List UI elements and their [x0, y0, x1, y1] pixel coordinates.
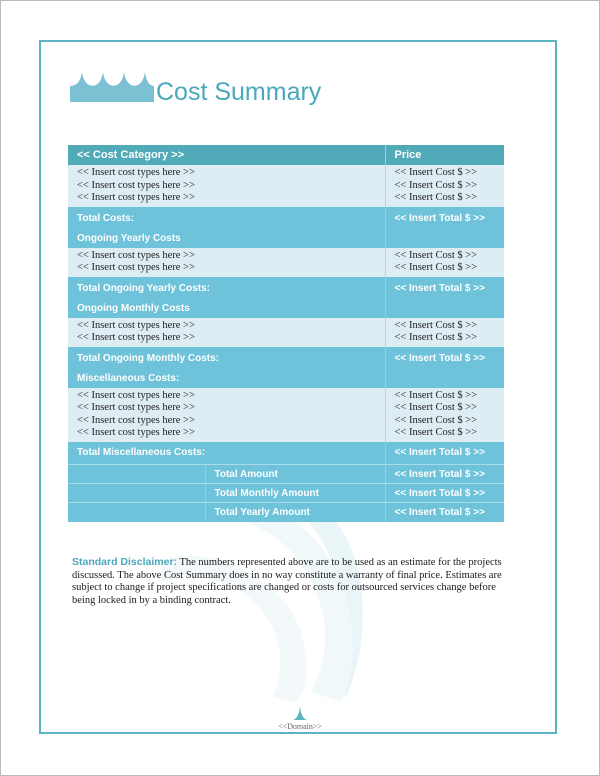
crown-wave-icon: [70, 70, 154, 102]
total-costs-label: Total Costs:: [68, 207, 385, 230]
cost-price: << Insert Cost $ >>: [394, 332, 478, 343]
empty-cell: [385, 300, 504, 318]
cost-item: << Insert cost types here >>: [77, 192, 195, 203]
total-monthly-amount-label: Total Monthly Amount: [205, 484, 385, 503]
yearly-heading: Ongoing Yearly Costs: [68, 230, 385, 248]
section-heading-row: [68, 300, 504, 318]
cost-item: << Insert cost types here >>: [77, 179, 195, 191]
total-row: [68, 347, 504, 370]
cost-item-list: [68, 318, 385, 347]
total-monthly-label: Total Ongoing Monthly Costs:: [68, 347, 385, 370]
cost-item: << Insert cost types here >>: [77, 262, 195, 273]
total-monthly-value: << Insert Total $ >>: [385, 347, 504, 370]
total-amount-label: Total Amount: [205, 465, 385, 484]
page-frame: [39, 40, 557, 734]
cost-price-list: [385, 388, 504, 442]
cost-price: << Insert Cost $ >>: [394, 427, 478, 438]
cost-item-list: [68, 165, 385, 207]
summary-row: [68, 465, 504, 484]
total-row: [68, 207, 504, 230]
cost-table: [68, 145, 504, 522]
cost-item: << Insert cost types here >>: [77, 402, 195, 413]
disclaimer-label: Standard Disclaimer:: [72, 556, 178, 568]
cost-item: << Insert cost types here >>: [77, 414, 195, 426]
empty-cell: [68, 484, 205, 503]
total-monthly-amount-value: << Insert Total $ >>: [385, 484, 504, 503]
empty-cell: [385, 370, 504, 388]
cost-price: << Insert Cost $ >>: [394, 402, 478, 413]
disclaimer-text: The numbers represented above are to be used as an estimate for the projects discussed. The above Cost Summary does in no way constitute a warranty of final price. Estimates are subject to change if project specifications are changed or costs for outsourced services change before being locked in by a binding contract.: [72, 557, 502, 606]
cost-price: << Insert Cost $ >>: [394, 167, 478, 178]
total-row: [68, 277, 504, 300]
total-row: [68, 442, 504, 465]
cost-price: << Insert Cost $ >>: [394, 389, 478, 401]
cost-price-list: [385, 248, 504, 277]
page-title: Cost Summary: [156, 78, 322, 106]
table-row: [68, 388, 504, 442]
total-misc-label: Total Miscellaneous Costs:: [68, 442, 385, 465]
total-yearly-value: << Insert Total $ >>: [385, 277, 504, 300]
header-category: << Cost Category >>: [68, 145, 385, 165]
disclaimer: [72, 556, 519, 607]
cost-item: << Insert cost types here >>: [77, 427, 195, 438]
total-amount-value: << Insert Total $ >>: [385, 465, 504, 484]
table-row: [68, 248, 504, 277]
drop-icon: [293, 706, 307, 720]
cost-item: << Insert cost types here >>: [77, 319, 195, 331]
total-yearly-amount-value: << Insert Total $ >>: [385, 503, 504, 522]
cost-item: << Insert cost types here >>: [77, 249, 195, 261]
cost-price-list: [385, 165, 504, 207]
cost-price: << Insert Cost $ >>: [394, 319, 478, 331]
cost-item: << Insert cost types here >>: [77, 389, 195, 401]
misc-heading: Miscellaneous Costs:: [68, 370, 385, 388]
total-misc-value: << Insert Total $ >>: [385, 442, 504, 465]
monthly-heading: Ongoing Monthly Costs: [68, 300, 385, 318]
cost-price: << Insert Cost $ >>: [394, 262, 478, 273]
footer-domain: <<Domain>>: [278, 722, 322, 731]
cost-price: << Insert Cost $ >>: [394, 179, 478, 191]
cost-price: << Insert Cost $ >>: [394, 249, 478, 261]
table-row: [68, 318, 504, 347]
total-yearly-label: Total Ongoing Yearly Costs:: [68, 277, 385, 300]
header-price: Price: [385, 145, 504, 165]
section-heading-row: [68, 230, 504, 248]
empty-cell: [385, 230, 504, 248]
total-yearly-amount-label: Total Yearly Amount: [205, 503, 385, 522]
cost-price: << Insert Cost $ >>: [394, 192, 478, 203]
summary-row: [68, 484, 504, 503]
cost-item-list: [68, 248, 385, 277]
empty-cell: [68, 503, 205, 522]
cost-item-list: [68, 388, 385, 442]
table-row: [68, 165, 504, 207]
table-header: [68, 145, 504, 165]
cost-item: << Insert cost types here >>: [77, 332, 195, 343]
total-costs-value: << Insert Total $ >>: [385, 207, 504, 230]
cost-price-list: [385, 318, 504, 347]
section-heading-row: [68, 370, 504, 388]
cost-item: << Insert cost types here >>: [77, 167, 195, 178]
empty-cell: [68, 465, 205, 484]
cost-price: << Insert Cost $ >>: [394, 414, 478, 426]
summary-row: [68, 503, 504, 522]
